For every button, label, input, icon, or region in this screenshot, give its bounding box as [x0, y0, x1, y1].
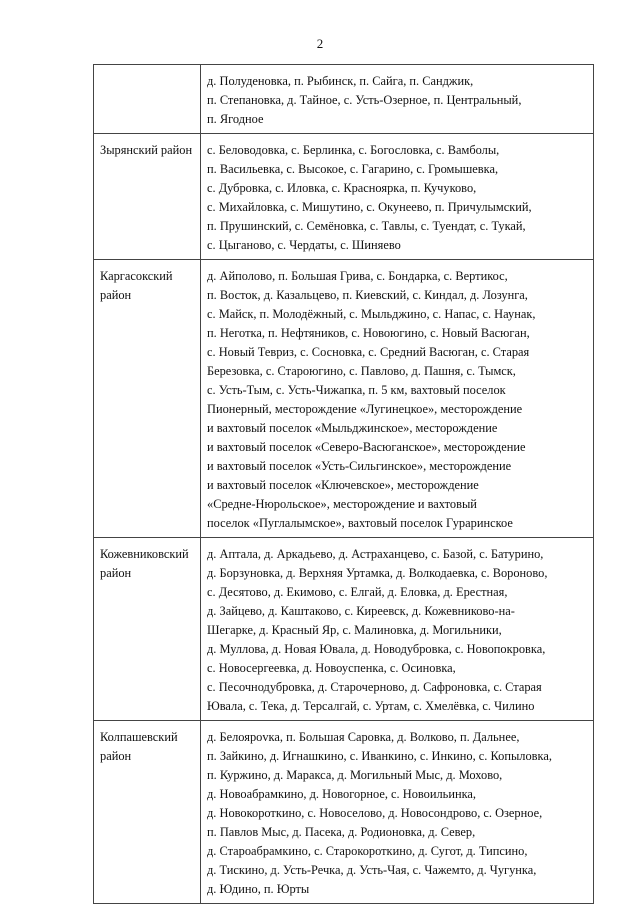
settlements-cell — [201, 538, 594, 721]
district-cell — [94, 65, 201, 134]
settlements-line: д. Муллова, д. Новая Ювала, д. Новодубровка, с. Новопокровка, — [207, 642, 546, 656]
settlements-cell — [201, 260, 594, 538]
districts-table — [93, 64, 594, 904]
settlements-line: д. Юдино, п. Юрты — [207, 882, 310, 896]
district-name-line: район — [100, 749, 132, 763]
settlements-line: д. Новокороткино, с. Новоселово, д. Новосондрово, с. Озерное, — [207, 806, 543, 820]
table-row — [94, 538, 594, 721]
settlements-line: д. Тискино, д. Усть-Речка, д. Усть-Чая, с. Чажемто, д. Чугунка, — [207, 863, 537, 877]
settlements-line: и вахтовый поселок «Северо-Васюганское», месторождение — [207, 440, 526, 454]
settlements-line: д. Полуденовка, п. Рыбинск, п. Сайга, п. Санджик, — [207, 74, 474, 88]
settlements-line: с. Новосергеевка, д. Новоуспенка, с. Осиновка, — [207, 661, 456, 675]
settlements-line: п. Неготка, п. Нефтяников, с. Новоюгино, с. Новый Васюган, — [207, 326, 530, 340]
district-name-line: Каргасокский — [100, 269, 173, 283]
settlements-line: д. Староабрамкино, с. Старокороткино, д. Сугот, д. Типсино, — [207, 844, 528, 858]
districts-table-body — [94, 65, 594, 904]
settlements-cell — [201, 65, 594, 134]
settlements-line: с. Майск, п. Молодёжный, с. Мыльджино, с. Напас, с. Наунак, — [207, 307, 536, 321]
settlements-line: д. Айполово, п. Большая Грива, с. Бондарка, с. Вертикос, — [207, 269, 508, 283]
settlements-line: «Средне-Нюрольское», месторождение и вахтовый — [207, 497, 477, 511]
settlements-line: д. Аптала, д. Аркадьево, д. Астраханцево, с. Базой, с. Батурино, — [207, 547, 544, 561]
district-cell — [94, 134, 201, 260]
settlements-line: п. Прушинский, с. Семёновка, с. Тавлы, с. Туендат, с. Тукай, — [207, 219, 526, 233]
district-name-line: Кожевниковский — [100, 547, 189, 561]
settlements-line: д. Белоярovка, п. Большая Саровка, д. Волково, п. Дальнее, — [207, 730, 520, 744]
district-cell — [94, 721, 201, 904]
settlements-line: Ювала, с. Тека, д. Терсалгай, с. Уртам, с. Хмелёвка, с. Чилино — [207, 699, 535, 713]
settlements-line: и вахтовый поселок «Мыльджинское», месторождение — [207, 421, 498, 435]
settlements-cell — [201, 721, 594, 904]
settlements-cell — [201, 134, 594, 260]
settlements-line: Пионерный, месторождение «Лугинецкое», месторождение — [207, 402, 523, 416]
page-number: 2 — [316, 36, 324, 51]
settlements-line: п. Зайкино, д. Игнашкино, с. Иванкино, с. Инкино, с. Копыловка, — [207, 749, 552, 763]
settlements-line: и вахтовый поселок «Ключевское», месторождение — [207, 478, 479, 492]
settlements-line: с. Михайловка, с. Мишутино, с. Окунеево, п. Причулымский, — [207, 200, 532, 214]
settlements-line: п. Куржино, д. Маракса, д. Могильный Мыс, д. Мохово, — [207, 768, 503, 782]
settlements-line: поселок «Пуглалымское», вахтовый поселок Гураринское — [207, 516, 513, 530]
district-name-line: район — [100, 566, 132, 580]
district-name-line: Зырянский район — [100, 143, 193, 157]
settlements-line: с. Новый Тевриз, с. Сосновка, с. Средний Васюган, с. Старая — [207, 345, 530, 359]
settlements-line: п. Степановка, д. Тайное, с. Усть-Озерное, п. Центральный, — [207, 93, 522, 107]
settlements-line: Березовка, с. Староюгино, с. Павлово, д. Пашня, с. Тымск, — [207, 364, 516, 378]
district-cell — [94, 538, 201, 721]
settlements-line: д. Зайцево, д. Каштаково, с. Киреевск, д. Кожевниково-на- — [207, 604, 515, 618]
settlements-line: с. Усть-Тым, с. Усть-Чижапка, п. 5 км, вахтовый поселок — [207, 383, 506, 397]
district-cell — [94, 260, 201, 538]
settlements-line: с. Беловодовка, с. Берлинка, с. Богословка, с. Вамболы, — [207, 143, 500, 157]
settlements-line: и вахтовый поселок «Усть-Сильгинское», месторождение — [207, 459, 512, 473]
settlements-line: п. Павлов Мыс, д. Пасека, д. Родионовка, д. Север, — [207, 825, 476, 839]
table-row — [94, 65, 594, 134]
table-row — [94, 134, 594, 260]
settlements-line: п. Васильевка, с. Высокое, с. Гагарино, с. Громышевка, — [207, 162, 499, 176]
settlements-line: п. Восток, д. Казальцево, п. Киевский, с. Киндал, д. Лозунга, — [207, 288, 528, 302]
table-row — [94, 260, 594, 538]
settlements-line: д. Новоабрамкино, д. Новогорное, с. Новоильинка, — [207, 787, 477, 801]
settlements-line: д. Борзуновка, д. Верхняя Уртамка, д. Волкодаевка, с. Вороново, — [207, 566, 548, 580]
district-name-line: Колпашевский — [100, 730, 178, 744]
settlements-line: с. Десятово, д. Екимово, с. Елгай, д. Еловка, д. Ерестная, — [207, 585, 508, 599]
settlements-line: с. Дубровка, с. Иловка, с. Красноярка, п. Кучуково, — [207, 181, 477, 195]
table-row — [94, 721, 594, 904]
district-name-line: район — [100, 288, 132, 302]
settlements-line: п. Ягодное — [207, 112, 264, 126]
settlements-line: Шегарке, д. Красный Яр, с. Малиновка, д. Могильники, — [207, 623, 502, 637]
settlements-line: с. Песочнодубровка, д. Старочерново, д. Сафроновка, с. Старая — [207, 680, 542, 694]
settlements-line: с. Цыганово, с. Чердаты, с. Шиняево — [207, 238, 401, 252]
